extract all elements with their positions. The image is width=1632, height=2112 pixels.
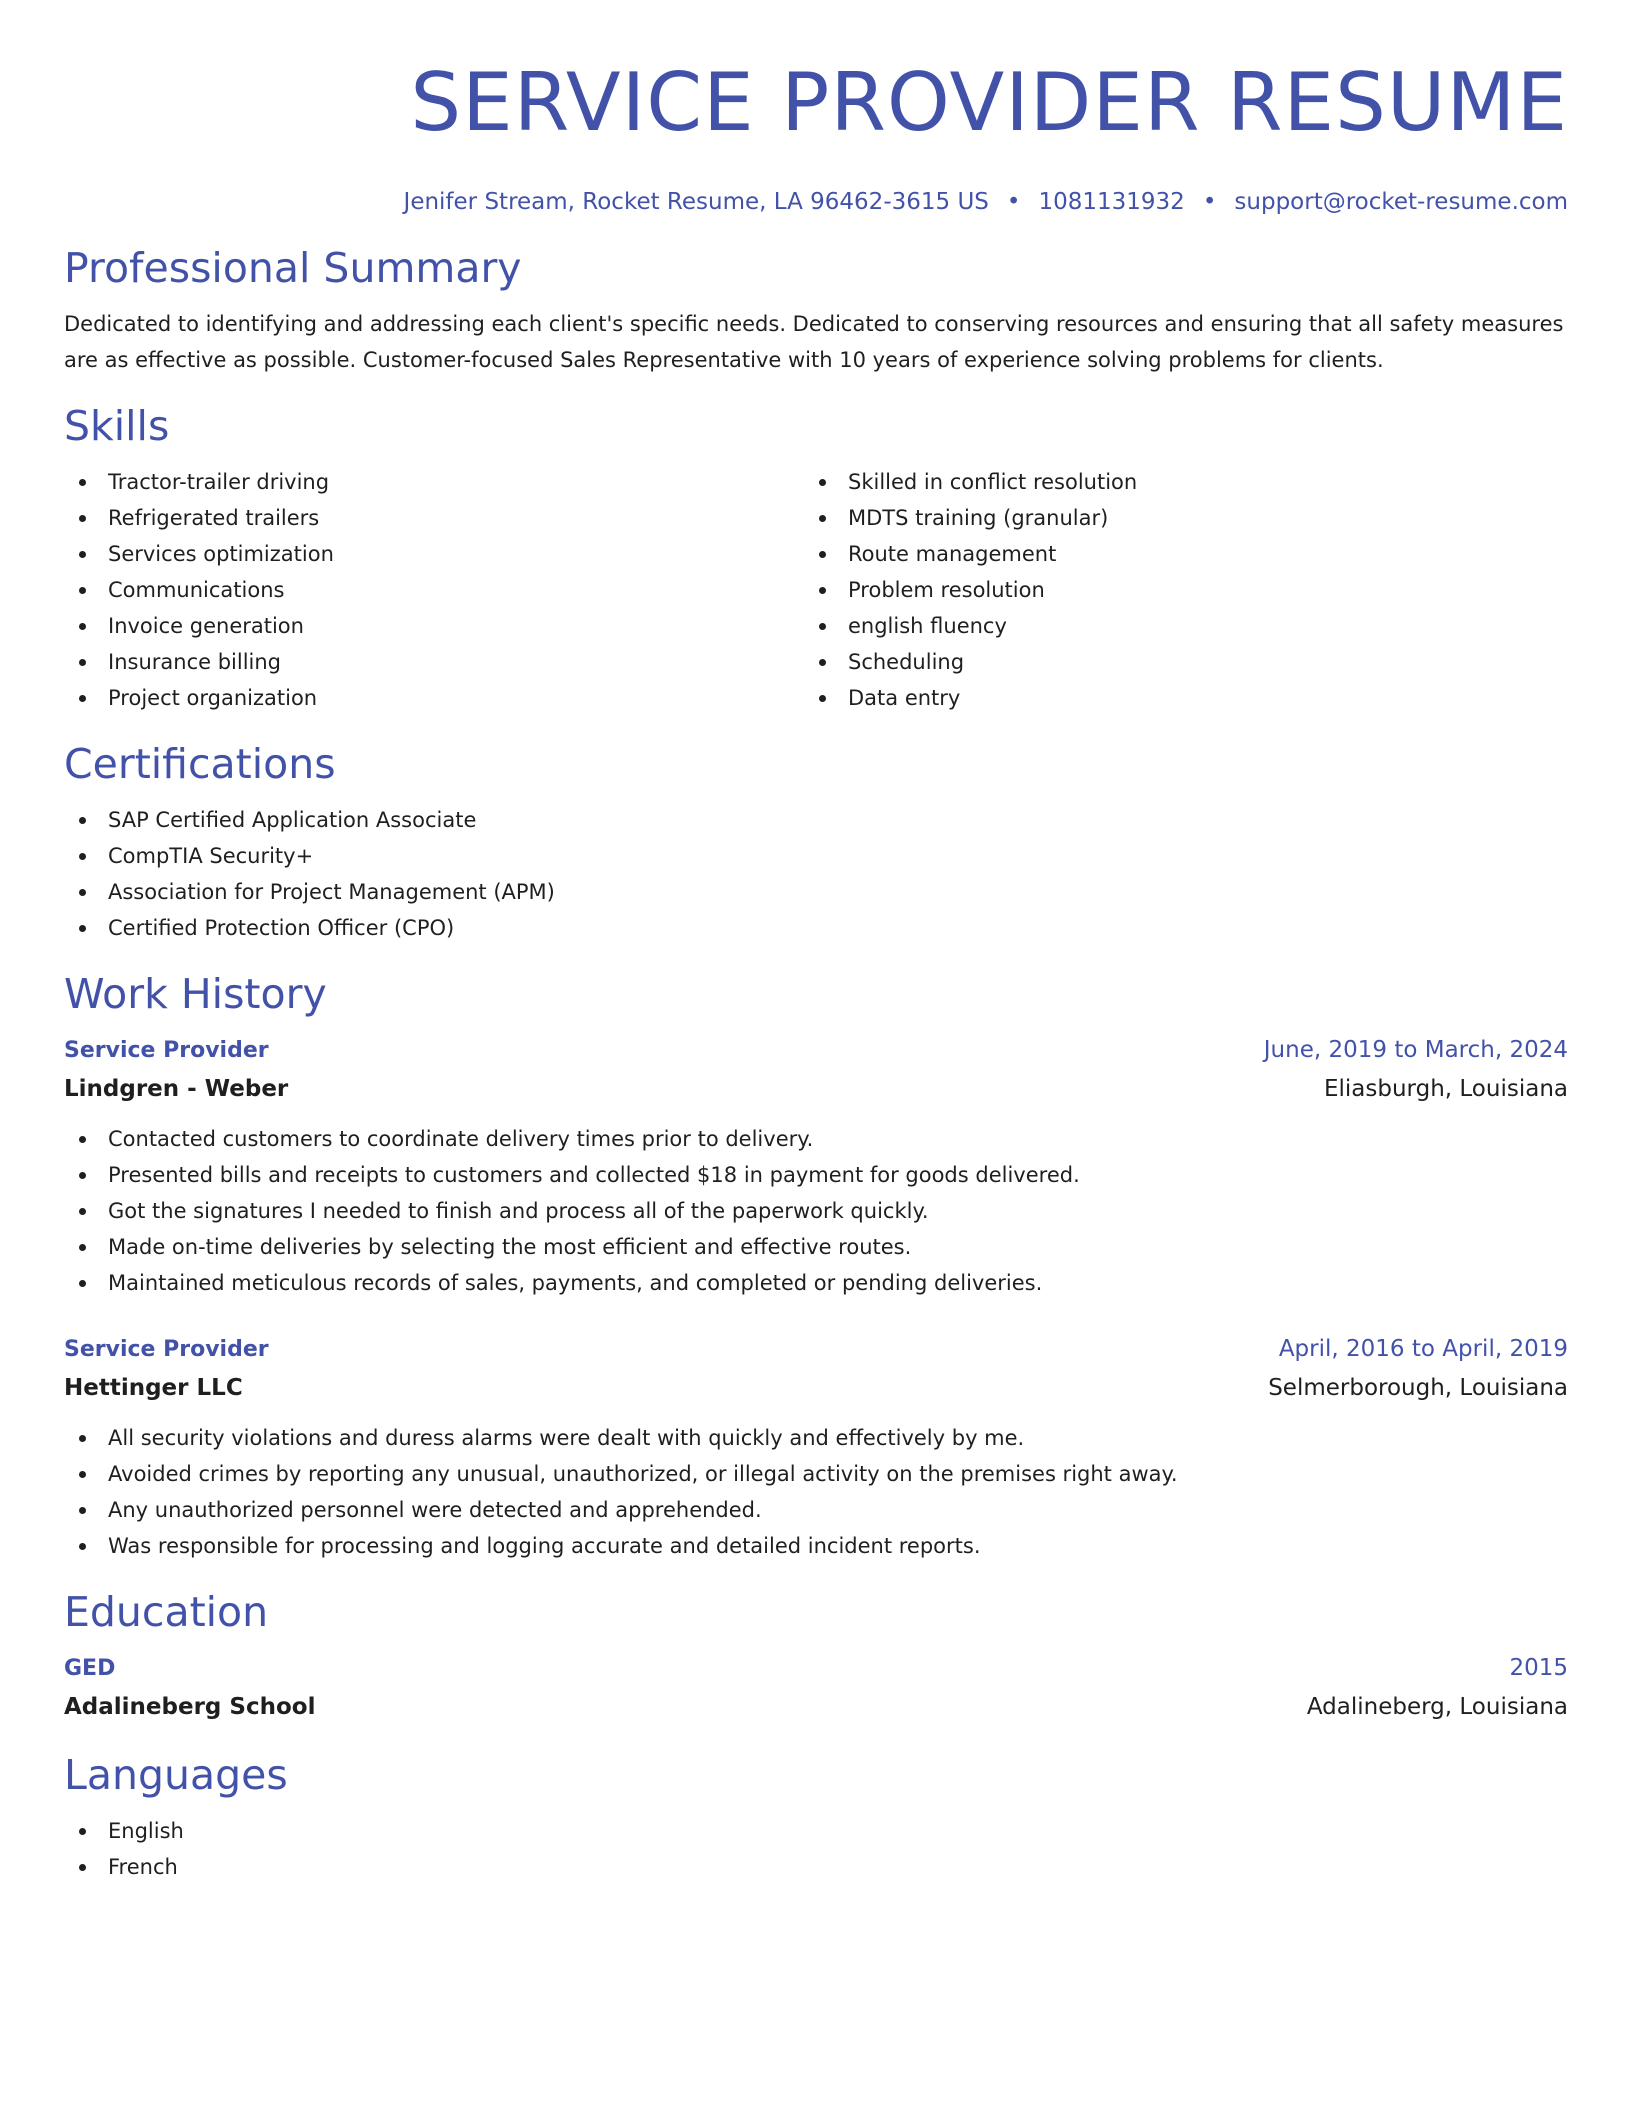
certification-item: Certified Protection Officer (CPO) bbox=[64, 910, 1568, 946]
summary-heading: Professional Summary bbox=[64, 244, 522, 292]
job-entry bbox=[64, 1331, 1568, 1564]
summary-section bbox=[64, 242, 1568, 378]
skill-item: Problem resolution bbox=[804, 572, 1568, 608]
job-bullet: Contacted customers to coordinate delivery times prior to delivery. bbox=[64, 1121, 1568, 1157]
skill-item: Communications bbox=[64, 572, 804, 608]
skill-item: Refrigerated trailers bbox=[64, 500, 804, 536]
education-school: Adalineberg School bbox=[64, 1694, 316, 1720]
skill-item: Project organization bbox=[64, 680, 804, 716]
job-title: Service Provider bbox=[64, 1337, 269, 1362]
education-entry bbox=[64, 1650, 1568, 1727]
summary-text: Dedicated to identifying and addressing each client's specific needs. Dedicated to conserving resources and ensuring that all safety measures are as effective as possible. Customer-focused Sales Representative with 10 years of experience solving problems for clients. bbox=[64, 312, 1564, 372]
job-employer-row bbox=[64, 1069, 1568, 1109]
skill-item: Data entry bbox=[804, 680, 1568, 716]
skill-item: Scheduling bbox=[804, 644, 1568, 680]
job-location: Selmerborough, Louisiana bbox=[1268, 1375, 1568, 1401]
skill-item: Insurance billing bbox=[64, 644, 804, 680]
job-dates: April, 2016 to April, 2019 bbox=[1278, 1336, 1568, 1362]
skills-grid bbox=[64, 452, 1568, 716]
work-history-section bbox=[64, 968, 1568, 1564]
certification-item: Association for Project Management (APM) bbox=[64, 874, 1568, 910]
job-location: Eliasburgh, Louisiana bbox=[1323, 1076, 1568, 1102]
job-entry bbox=[64, 1032, 1568, 1301]
language-item: French bbox=[64, 1849, 1568, 1885]
skill-item: Services optimization bbox=[64, 536, 804, 572]
contact-line bbox=[64, 186, 1568, 218]
education-year: 2015 bbox=[1509, 1655, 1568, 1681]
job-bullet: Avoided crimes by reporting any unusual, unauthorized, or illegal activity on the premises right away. bbox=[64, 1456, 1568, 1492]
skills-section bbox=[64, 400, 1568, 716]
contact-separator: • bbox=[1006, 189, 1021, 215]
contact-separator: • bbox=[1202, 189, 1217, 215]
skill-item: MDTS training (granular) bbox=[804, 500, 1568, 536]
education-location: Adalineberg, Louisiana bbox=[1306, 1694, 1568, 1720]
contact-phone: 1081131932 bbox=[1038, 189, 1185, 215]
skills-list-right bbox=[804, 464, 1568, 716]
education-section bbox=[64, 1586, 1568, 1727]
job-employer-row bbox=[64, 1368, 1568, 1408]
education-degree: GED bbox=[64, 1656, 116, 1681]
language-item: English bbox=[64, 1813, 1568, 1849]
job-header-row bbox=[64, 1331, 1568, 1368]
resume-title: SERVICE PROVIDER RESUME bbox=[410, 56, 1568, 149]
education-header-row bbox=[64, 1650, 1568, 1687]
skill-item: Invoice generation bbox=[64, 608, 804, 644]
contact-address: Jenifer Stream, Rocket Resume, LA 96462-3615 US bbox=[403, 189, 989, 215]
job-employer: Lindgren - Weber bbox=[64, 1076, 289, 1102]
job-bullets bbox=[64, 1420, 1568, 1564]
certification-item: CompTIA Security+ bbox=[64, 838, 1568, 874]
job-employer: Hettinger LLC bbox=[64, 1375, 243, 1401]
job-bullet: Any unauthorized personnel were detected and apprehended. bbox=[64, 1492, 1568, 1528]
job-bullet: Was responsible for processing and logging accurate and detailed incident reports. bbox=[64, 1528, 1568, 1564]
languages-list bbox=[64, 1813, 1568, 1885]
education-school-row bbox=[64, 1687, 1568, 1727]
skill-item: english fluency bbox=[804, 608, 1568, 644]
contact-email: support@rocket-resume.com bbox=[1234, 189, 1568, 215]
skills-list-left bbox=[64, 464, 804, 716]
skill-item: Skilled in conflict resolution bbox=[804, 464, 1568, 500]
job-bullet: Presented bills and receipts to customers and collected $18 in payment for goods delivered. bbox=[64, 1157, 1568, 1193]
certifications-heading: Certifications bbox=[64, 740, 336, 788]
job-title: Service Provider bbox=[64, 1038, 269, 1063]
job-bullet: Got the signatures I needed to finish and process all of the paperwork quickly. bbox=[64, 1193, 1568, 1229]
resume-header bbox=[64, 50, 1568, 218]
job-bullet: Maintained meticulous records of sales, payments, and completed or pending deliveries. bbox=[64, 1265, 1568, 1301]
skill-item: Tractor-trailer driving bbox=[64, 464, 804, 500]
job-bullets bbox=[64, 1121, 1568, 1301]
job-dates: June, 2019 to March, 2024 bbox=[1263, 1037, 1568, 1063]
job-bullet: Made on-time deliveries by selecting the most efficient and effective routes. bbox=[64, 1229, 1568, 1265]
languages-heading: Languages bbox=[64, 1751, 288, 1799]
skills-heading: Skills bbox=[64, 402, 170, 450]
job-header-row bbox=[64, 1032, 1568, 1069]
certification-item: SAP Certified Application Associate bbox=[64, 802, 1568, 838]
certifications-list bbox=[64, 802, 1568, 946]
education-heading: Education bbox=[64, 1588, 269, 1636]
job-bullet: All security violations and duress alarms were dealt with quickly and effectively by me. bbox=[64, 1420, 1568, 1456]
work-history-heading: Work History bbox=[64, 970, 327, 1018]
skill-item: Route management bbox=[804, 536, 1568, 572]
languages-section bbox=[64, 1749, 1568, 1885]
certifications-section bbox=[64, 738, 1568, 946]
